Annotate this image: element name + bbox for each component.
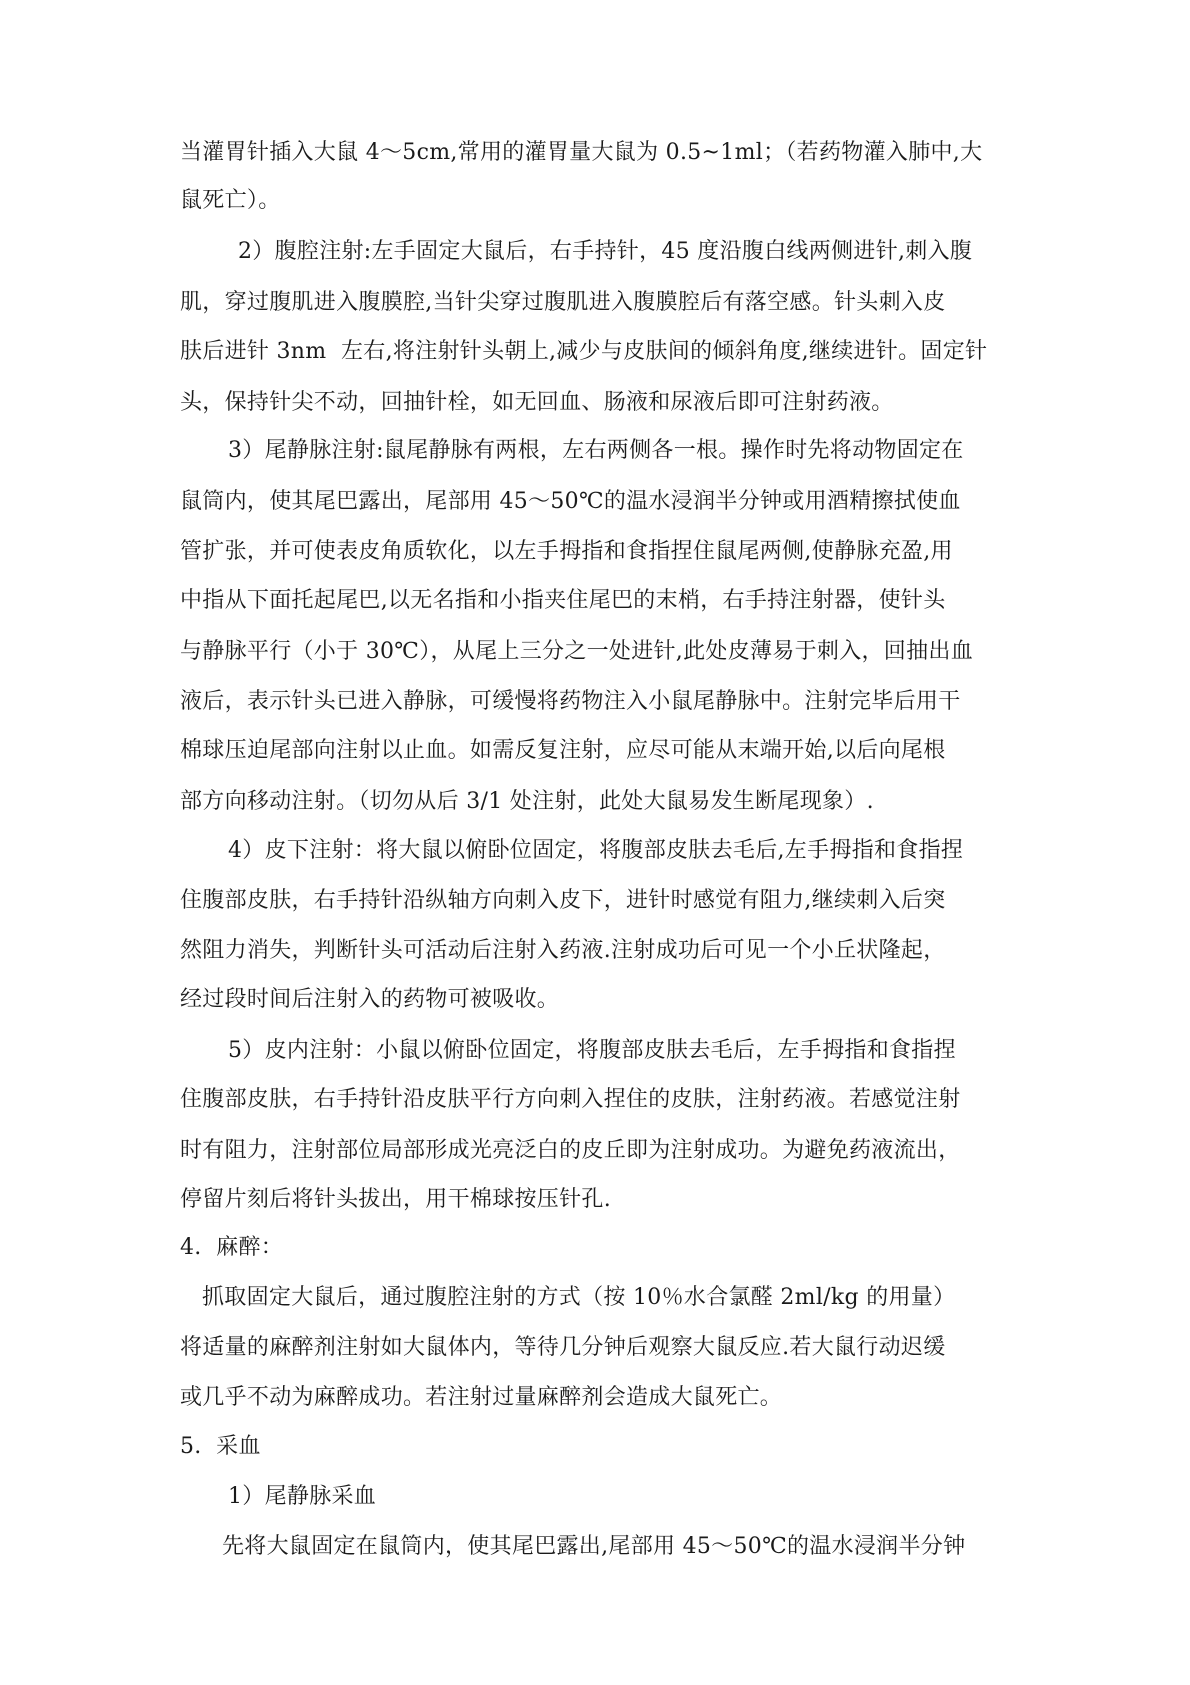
text-line: 肤后进针 3nm 左右,将注射针头朝上,减少与皮肤间的倾斜角度,继续进针。固定针	[180, 339, 988, 364]
text-line: 住腹部皮肤，右手持针沿纵轴方向刺入皮下，进针时感觉有阻力,继续刺入后突	[180, 888, 946, 913]
text-line: 当灌胃针插入大鼠 4～5cm,常用的灌胃量大鼠为 0.5~1ml；（若药物灌入肺中,大	[180, 140, 983, 165]
text-line: 鼠筒内，使其尾巴露出，尾部用 45～50℃的温水浸润半分钟或用酒精擦拭使血	[180, 489, 961, 514]
text-line: 肌，穿过腹肌进入腹膜腔,当针尖穿过腹肌进入腹膜腔后有落空感。针头刺入皮	[180, 290, 946, 315]
text-line: 将适量的麻醉剂注射如大鼠体内，等待几分钟后观察大鼠反应.若大鼠行动迟缓	[180, 1335, 946, 1360]
text-line: 然阻力消失，判断针头可活动后注射入药液.注射成功后可见一个小丘状隆起，	[180, 938, 946, 963]
section-heading: 4. 麻醉：	[180, 1235, 284, 1260]
text-line: 液后，表示针头已进入静脉，可缓慢将药物注入小鼠尾静脉中。注射完毕后用干	[180, 689, 961, 714]
text-line: 时有阻力，注射部位局部形成光亮泛白的皮丘即为注射成功。为避免药液流出，	[180, 1138, 961, 1163]
text-line: 3）尾静脉注射:鼠尾静脉有两根，左右两侧各一根。操作时先将动物固定在	[228, 438, 964, 463]
text-line: 2）腹腔注射:左手固定大鼠后，右手持针，45 度沿腹白线两侧进针,刺入腹	[238, 239, 973, 264]
text-line: 停留片刻后将针头拔出，用干棉球按压针孔.	[180, 1187, 611, 1212]
text-line: 住腹部皮肤，右手持针沿皮肤平行方向刺入捏住的皮肤，注射药液。若感觉注射	[180, 1087, 961, 1112]
text-line: 5）皮内注射：小鼠以俯卧位固定，将腹部皮肤去毛后，左手拇指和食指捏	[228, 1038, 956, 1063]
text-line: 抓取固定大鼠后，通过腹腔注射的方式（按 10％水合氯醛 2ml/kg 的用量）	[202, 1285, 956, 1310]
text-line: 4）皮下注射：将大鼠以俯卧位固定，将腹部皮肤去毛后,左手拇指和食指捏	[228, 838, 964, 863]
text-line: 与静脉平行（小于 30℃），从尾上三分之一处进针,此处皮薄易于刺入，回抽出血	[180, 639, 973, 664]
text-line: 管扩张，并可使表皮角质软化，以左手拇指和食指捏住鼠尾两侧,使静脉充盈,用	[180, 539, 953, 564]
text-line: 头，保持针尖不动，回抽针栓，如无回血、肠液和尿液后即可注射药液。	[180, 390, 894, 415]
text-line: 先将大鼠固定在鼠筒内，使其尾巴露出,尾部用 45～50℃的温水浸润半分钟	[222, 1534, 966, 1559]
text-line: 棉球压迫尾部向注射以止血。如需反复注射，应尽可能从末端开始,以后向尾根	[180, 738, 946, 763]
text-line: 经过段时间后注射入的药物可被吸收。	[180, 987, 560, 1012]
section-heading: 5. 采血	[180, 1434, 261, 1459]
text-line: 中指从下面托起尾巴,以无名指和小指夹住尾巴的末梢，右手持注射器，使针头	[180, 588, 946, 613]
text-line: 部方向移动注射。（切勿从后 3/1 处注射，此处大鼠易发生断尾现象）.	[180, 789, 874, 814]
text-line: 或几乎不动为麻醉成功。若注射过量麻醉剂会造成大鼠死亡。	[180, 1385, 783, 1410]
text-line: 鼠死亡）。	[180, 188, 281, 213]
subsection-heading: 1）尾静脉采血	[228, 1484, 377, 1509]
